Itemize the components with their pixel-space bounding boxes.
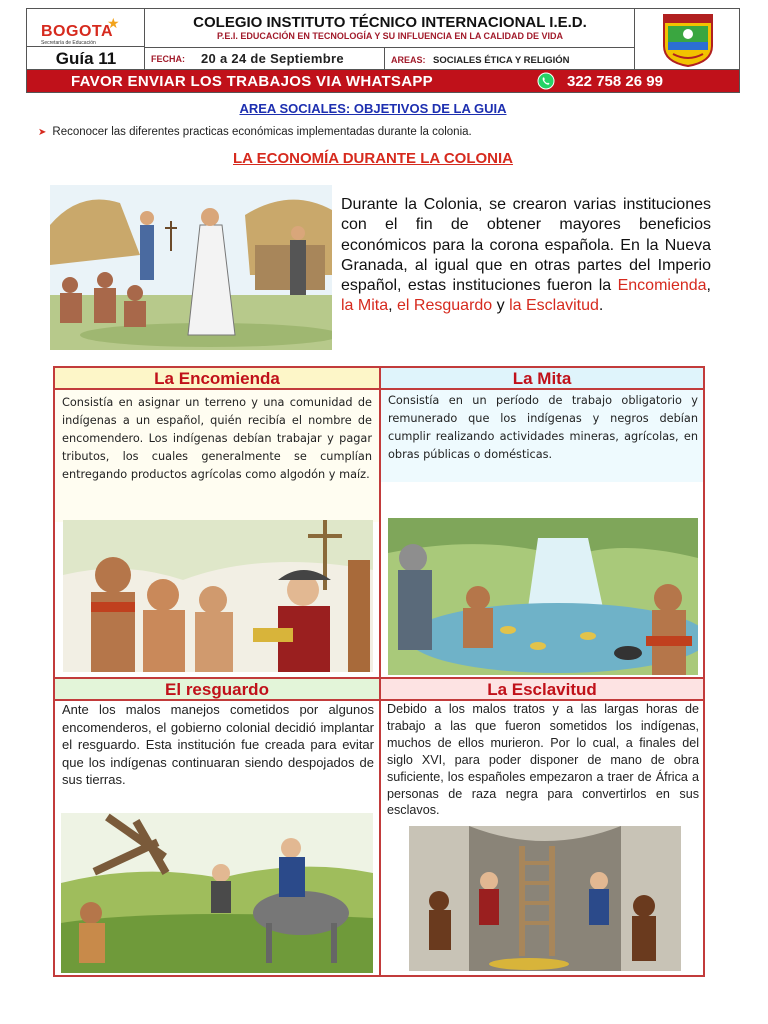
objective-text: Reconocer las diferentes practicas económicas implementadas durante la colonia. (52, 126, 472, 138)
whatsapp-message: FAVOR ENVIAR LOS TRABAJOS VIA WHATSAPP (71, 73, 433, 90)
intro-end: . (598, 297, 604, 315)
logo-cell (27, 9, 145, 71)
areas-value: SOCIALES ÉTICA Y RELIGIÓN (433, 55, 570, 66)
section-mita (381, 368, 703, 679)
areas-cell (385, 48, 635, 71)
term-esclavitud: la Esclavitud (509, 297, 599, 315)
guide-number: Guía 11 (55, 49, 117, 68)
intro-separator: y (492, 297, 510, 315)
section-text: Consistía en asignar un terreno y una comunidad de indígenas a un español, quién recibía el nombre de encomendero. Los indígenas debían trabajar y pagar tributos, los cuales generalmente se cumplían entregando productos agrícolas como algodón y maíz. (62, 396, 372, 481)
section-title: La Encomienda (55, 368, 379, 390)
date-value: 20 a 24 de Septiembre (201, 51, 344, 66)
logo-word: BOGOTA (41, 23, 114, 40)
school-crest-icon (661, 12, 715, 68)
section-text: Consistía en un período de trabajo obligatorio y remunerado que los indígenas y negros debían cumplir realizando actividades mineras, agrícolas, en obras públicas o domésticas. (388, 394, 698, 461)
colonial-scene-illustration (50, 185, 332, 350)
whatsapp-icon (537, 72, 555, 90)
section-encomienda (55, 368, 381, 679)
whatsapp-banner (26, 70, 740, 93)
objective-item (38, 126, 472, 138)
intro-paragraph (341, 195, 711, 317)
crest-cell (635, 9, 741, 71)
date-label: FECHA: (151, 54, 185, 64)
arrow-bullet-icon: ➤ (38, 127, 47, 138)
section-esclavitud (381, 679, 703, 975)
section-resguardo (55, 679, 381, 975)
encomienda-illustration (63, 520, 373, 672)
institutions-table (53, 366, 705, 977)
date-cell (145, 48, 385, 71)
document-header (26, 8, 740, 70)
term-mita: la Mita (341, 297, 389, 315)
term-resguardo: el Resguardo (397, 297, 493, 315)
resguardo-illustration (61, 813, 373, 973)
term-encomienda: Encomienda (617, 277, 707, 295)
section-text: Debido a los malos tratos y a las largas horas de trabajo a las que fueron sometidos los indígenas, muchos de ellos murieron. Por lo cual, a finales del siglo XVI, para poder disponer de mano de obra suficiente, los españoles empezaron a traer de África a personas de raza negra para convertirlos en sus esclavos. (387, 702, 699, 818)
intro-separator: , (706, 277, 711, 295)
mita-illustration (388, 518, 698, 675)
section-title: El resguardo (55, 679, 379, 701)
areas-label: AREAS: (391, 55, 426, 65)
esclavitud-illustration (409, 826, 681, 971)
whatsapp-phone: 322 758 26 99 (567, 73, 663, 90)
main-title: LA ECONOMÍA DURANTE LA COLONIA (233, 150, 513, 167)
school-name: COLEGIO INSTITUTO TÉCNICO INTERNACIONAL I.E.D. (193, 14, 587, 31)
section-title: La Esclavitud (381, 679, 703, 701)
header-meta-row (145, 47, 635, 71)
logo-subtitle: Secretaría de Educación (41, 40, 96, 46)
star-icon: ★ (107, 15, 120, 31)
objectives-title: AREA SOCIALES: OBJETIVOS DE LA GUIA (239, 101, 507, 116)
section-title: La Mita (381, 368, 703, 390)
header-info (145, 9, 635, 71)
pei-line: P.E.I. EDUCACIÓN EN TECNOLOGÍA Y SU INFLUENCIA EN LA CALIDAD DE VIDA (216, 31, 564, 41)
intro-separator: , (388, 297, 398, 315)
intro-text: Durante la Colonia, se crearon varias instituciones con el fin de obtener mayores beneficios económicos para la corona española. En la Nueva Granada, al igual que en otras partes del Imperio español, estas instituciones fueron la (341, 196, 711, 295)
section-text: Ante los malos manejos cometidos por algunos encomenderos, el gobierno colonial decidió implantar el resguardo. Esta institución fue creada para evitar que los indígenas continuaran siendo despojados de sus tierras. (62, 702, 374, 787)
bogota-logo (27, 9, 145, 47)
